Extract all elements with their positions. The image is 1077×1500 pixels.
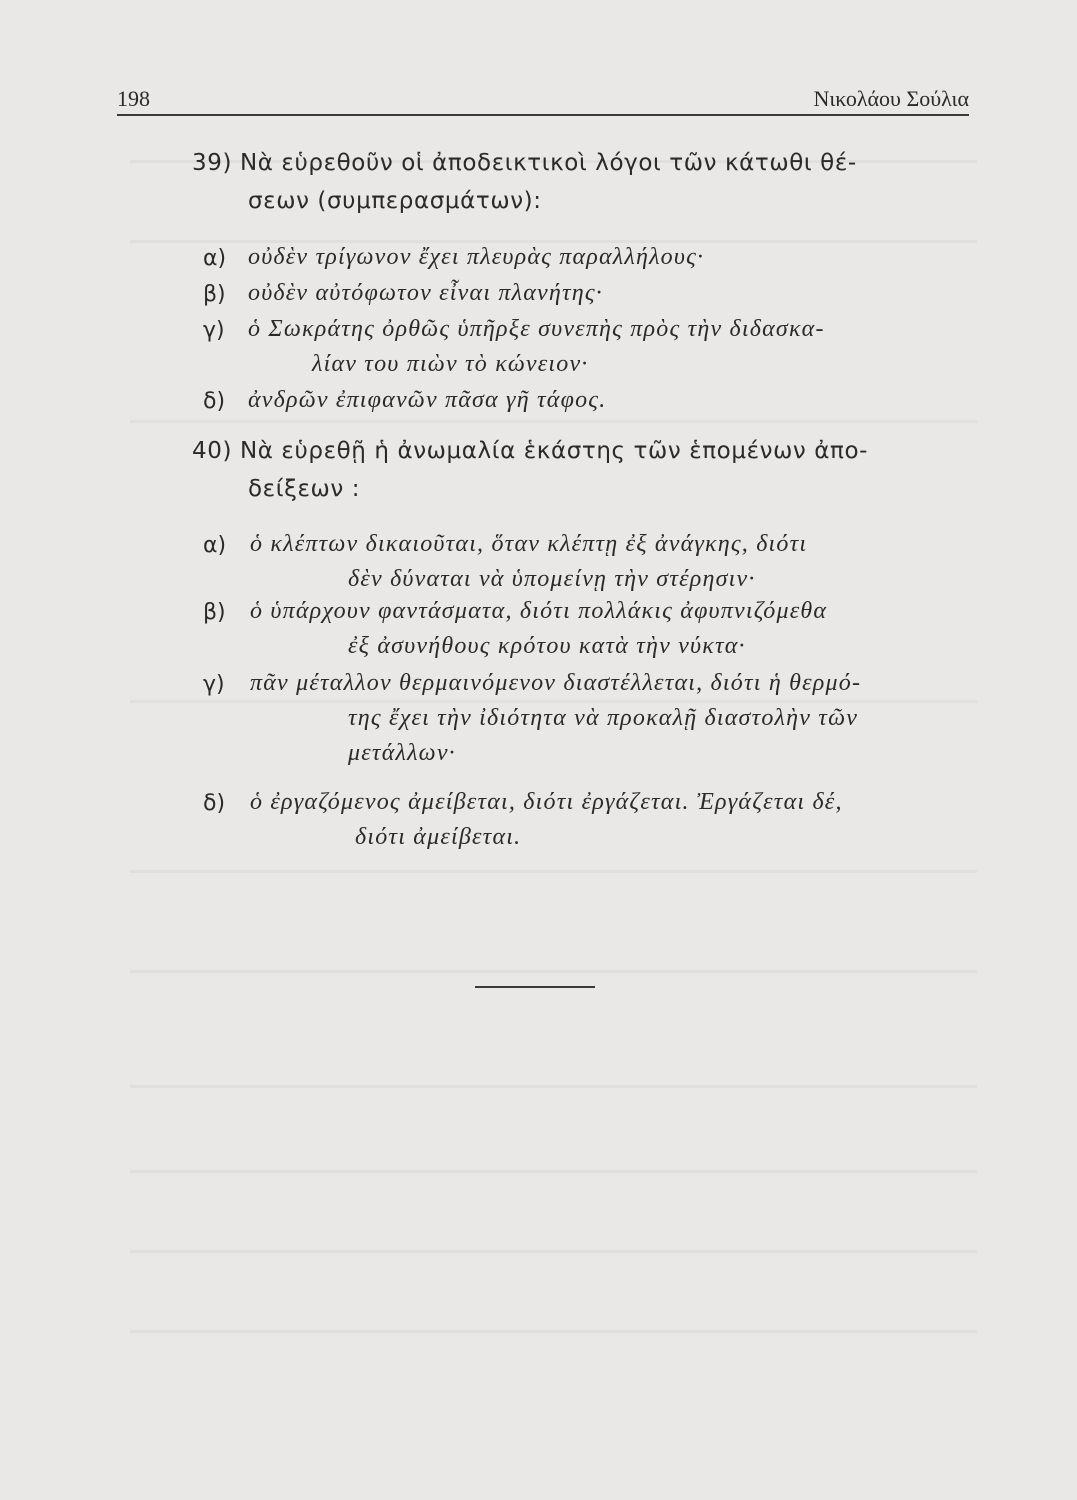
exercise-40-item-a-line-2: δὲν δύναται νὰ ὑπομείνῃ τὴν στέρησιν· <box>348 566 756 592</box>
item-label: α) <box>203 246 227 271</box>
exercise-40-item-g-line-2: της ἔχει τὴν ἰδιότητα νὰ προκαλῇ διαστολὴν τῶν <box>348 705 859 731</box>
show-through-mark <box>130 1170 977 1173</box>
exercise-39-item-g-line-2: λίαν του πιὼν τὸ κώνειον· <box>312 351 589 377</box>
exercise-40-item-b-line-2: ἐξ ἀσυνήθους κρότου κατὰ τὴν νύκτα· <box>348 633 746 659</box>
exercise-40-item-g-line-1: πᾶν μέταλλον θερμαινόμενον διαστέλλεται, διότι ἡ θερμό- <box>250 670 862 696</box>
exercise-40-item-a-line-1: ὁ κλέπτων δικαιοῦται, ὅταν κλέπτῃ ἐξ ἀνάγκης, διότι <box>250 531 808 557</box>
show-through-mark <box>130 420 977 423</box>
show-through-mark <box>130 700 977 703</box>
exercise-40-line-1: 40) Νὰ εὑρεθῇ ἡ ἀνωμαλία ἑκάστης τῶν ἑπομένων ἀπο- <box>192 438 869 464</box>
exercise-39-item-b: οὐδὲν αὐτόφωτον εἶναι πλανήτης· <box>248 280 604 306</box>
exercise-39-item-g-line-1: ὁ Σωκράτης ὀρθῶς ὑπῆρξε συνεπὴς πρὸς τὴν διδασκα- <box>248 316 825 342</box>
exercise-39-item-a: οὐδὲν τρίγωνον ἔχει πλευρὰς παραλλήλους· <box>248 244 705 270</box>
exercise-39-line-2: σεων (συμπερασμάτων): <box>248 188 542 214</box>
show-through-mark <box>130 870 977 873</box>
show-through-mark <box>130 1085 977 1088</box>
show-through-mark <box>130 970 977 973</box>
section-separator <box>475 986 595 988</box>
header-rule <box>117 114 969 116</box>
exercise-40-item-g-line-3: μετάλλων· <box>348 740 456 766</box>
exercise-39-item-d: ἀνδρῶν ἐπιφανῶν πᾶσα γῆ τάφος. <box>248 387 607 413</box>
exercise-40-line-2: δείξεων : <box>248 476 361 502</box>
item-label: δ) <box>203 389 226 414</box>
exercise-39-line-1: 39) Νὰ εὑρεθοῦν οἱ ἀποδεικτικοὶ λόγοι τῶν κάτωθι θέ- <box>192 150 857 176</box>
show-through-mark <box>130 1250 977 1253</box>
exercise-40-item-d-line-2: διότι ἀμείβεται. <box>355 824 522 850</box>
item-label: α) <box>203 533 227 558</box>
item-label: γ) <box>203 672 225 697</box>
item-label: β) <box>203 600 226 625</box>
running-title: Νικολάου Σούλια <box>813 86 969 111</box>
page-number: 198 <box>117 86 150 111</box>
exercise-40-item-d-line-1: ὁ ἐργαζόμενος ἀμείβεται, διότι ἐργάζεται. Ἐργάζεται δέ, <box>250 789 843 815</box>
show-through-mark <box>130 240 977 243</box>
show-through-mark <box>130 1330 977 1333</box>
exercise-40-item-b-line-1: ὁ ὑπάρχουν φαντάσματα, διότι πολλάκις ἀφυπνιζόμεθα <box>250 598 828 624</box>
item-label: γ) <box>203 318 225 343</box>
item-label: β) <box>203 282 226 307</box>
item-label: δ) <box>203 791 226 816</box>
